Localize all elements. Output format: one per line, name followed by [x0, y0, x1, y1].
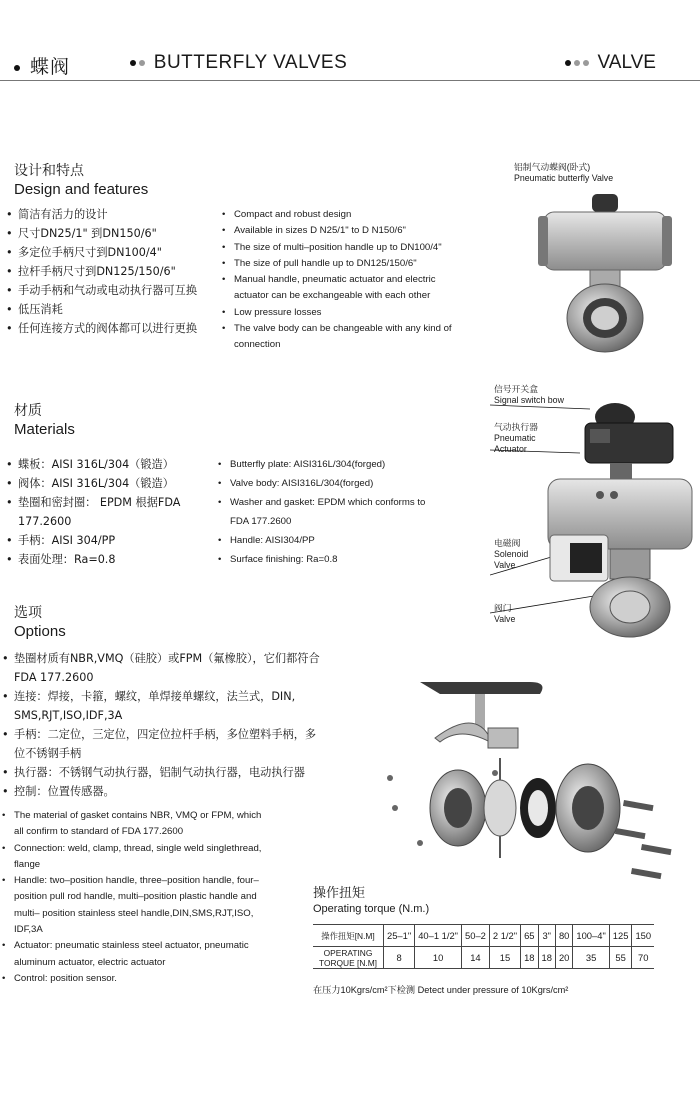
- header-title-en: BUTTERFLY VALVES: [130, 52, 347, 74]
- torque-note-en: Detect under pressure of 10Kgrs/cm²: [417, 985, 569, 995]
- table-cell: 70: [632, 947, 654, 969]
- list-item: • The size of pull handle up to DN125/150/6": [220, 256, 460, 272]
- list-item: • The size of multi–position handle up to DN100/4": [220, 240, 460, 256]
- table-cell: 50–2: [462, 925, 490, 947]
- list-item: • 手动手柄和气动或电动执行器可互换: [4, 281, 219, 300]
- list-item: • 低压消耗: [4, 300, 219, 319]
- table-row: [313, 925, 654, 947]
- list-item: • 手柄：AISI 304/PP: [4, 531, 204, 550]
- options-title-en: Options: [14, 623, 66, 640]
- table-cell: 3": [538, 925, 555, 947]
- list-item: • 尺寸DN25/1" 到DN150/6": [4, 224, 219, 243]
- list-item: • 拉杆手柄尺寸到DN125/150/6": [4, 262, 219, 281]
- table-cell: 125: [609, 925, 632, 947]
- table-cell: 2 1/2": [489, 925, 520, 947]
- list-item: • 垫圈材质有NBR,VMQ（硅胶）或FPM（氟橡胶），它们都符合FDA 177.2600: [0, 649, 320, 687]
- list-item: • 控制：位置传感器。: [0, 782, 320, 801]
- pneumatic-valve-image: [530, 190, 680, 360]
- list-item: • Handle: two–position handle, three–position handle, four–position pull rod handle, multi–position plastic handle and multi– position stainless steel handle,DIN,SMS,RJT,ISO, IDF,3A: [0, 873, 268, 938]
- caption-cn: 铝制气动蝶阀(卧式): [514, 162, 591, 172]
- table-row: [313, 947, 654, 969]
- design-heading: [14, 162, 148, 199]
- caption-en: Pneumatic Actuator: [494, 433, 536, 454]
- torque-note-cn: 在压力10Kgrs/cm²下检测: [313, 985, 416, 995]
- exploded-view-image: [380, 668, 680, 890]
- caption-en: Solenoid Valve: [494, 549, 529, 570]
- list-item: • Surface finishing: Ra=0.8: [216, 550, 446, 569]
- caption-cn: 电磁阀: [494, 538, 521, 548]
- caption-en: Pneumatic butterfly Valve: [514, 173, 614, 183]
- table-cell: 14: [462, 947, 490, 969]
- pneumatic-valve-caption: [514, 162, 613, 184]
- table-cell: 40–1 1/2": [415, 925, 462, 947]
- list-item: • Connection: weld, clamp, thread, single weld singlethread, flange: [0, 841, 268, 874]
- list-item: • Butterfly plate: AISI316L/304(forged): [216, 455, 446, 474]
- bullet-icon: [574, 60, 580, 66]
- caption-en: Signal switch bow: [494, 395, 564, 405]
- bullet-icon: [14, 65, 20, 71]
- table-cell: 8: [384, 947, 415, 969]
- design-title-cn: 设计和特点: [14, 163, 84, 179]
- list-item: • Control: position sensor.: [0, 971, 268, 987]
- torque-heading: [313, 886, 429, 917]
- bullet-icon: [130, 60, 136, 66]
- options-list-cn: [0, 649, 320, 801]
- list-item: • 任何连接方式的阀体都可以进行更换: [4, 319, 219, 338]
- list-item: • Manual handle, pneumatic actuator and electric actuator can be exchangeable with each other: [220, 272, 460, 305]
- bullet-icon: [139, 60, 145, 66]
- list-item: • The material of gasket contains NBR, VMQ or FPM, which all confirm to standard of FDA 177.2600: [0, 808, 268, 841]
- caption-cn: 信号开关盒: [494, 384, 538, 394]
- table-cell: 100–4": [573, 925, 609, 947]
- list-item: • Valve body: AISI316L/304(forged): [216, 474, 446, 493]
- list-item: • 多定位手柄尺寸到DN100/4": [4, 243, 219, 262]
- torque-note: [313, 982, 568, 996]
- header-title-cn: 蝶阀: [14, 52, 70, 79]
- caption-cn: 阀门: [494, 603, 512, 613]
- list-item: • 表面处理：Ra=0.8: [4, 550, 204, 569]
- table-cell: 20: [555, 947, 572, 969]
- list-item: • 执行器：不锈钢气动执行器，铝制气动执行器，电动执行器: [0, 763, 320, 782]
- materials-heading: [14, 402, 75, 439]
- table-cell: 35: [573, 947, 609, 969]
- caption-en: Valve: [494, 614, 516, 624]
- list-item: • Compact and robust design: [220, 207, 460, 223]
- list-item: • 简洁有活力的设计: [4, 205, 219, 224]
- list-item: • Actuator: pneumatic stainless steel actuator, pneumatic aluminum actuator, electric actuator: [0, 938, 268, 971]
- table-cell: 55: [609, 947, 632, 969]
- list-item: • The valve body can be changeable with any kind of connection: [220, 321, 460, 354]
- header-category: VALVE: [565, 52, 656, 74]
- list-item: • Low pressure losses: [220, 305, 460, 321]
- list-item: • Available in sizes D N25/1" to D N150/6": [220, 223, 460, 239]
- materials-list-cn: [4, 455, 204, 569]
- table-header-cell: 操作扭矩[N.M]: [313, 925, 384, 947]
- list-item: • 连接：焊接，卡箍，螺纹，单焊接单螺纹，法兰式，DIN, SMS,RJT,ISO,IDF,3A: [0, 687, 320, 725]
- header-divider: [0, 80, 700, 81]
- table-cell: 150: [632, 925, 654, 947]
- materials-title-cn: 材质: [14, 403, 42, 419]
- bullet-icon: [583, 60, 589, 66]
- torque-title-cn: 操作扭矩: [313, 886, 366, 901]
- list-item: • Handle: AISI304/PP: [216, 531, 446, 550]
- torque-table: [313, 925, 654, 968]
- design-title-en: Design and features: [14, 181, 149, 198]
- table-cell: 18: [538, 947, 555, 969]
- actuator-assembly-image: [490, 395, 695, 645]
- materials-list-en: [216, 455, 446, 569]
- list-item: • 蝶板：AISI 316L/304（锻造）: [4, 455, 204, 474]
- bullet-icon: [565, 60, 571, 66]
- design-list-en: [220, 207, 460, 354]
- table-cell: 65: [521, 925, 538, 947]
- options-title-cn: 选项: [14, 605, 42, 621]
- table-cell: 25–1": [384, 925, 415, 947]
- table-header-cell: OPERATING TORQUE [N.M]: [313, 947, 384, 969]
- table-cell: 10: [415, 947, 462, 969]
- caption-cn: 气动执行器: [494, 422, 538, 432]
- list-item: • 手柄：二定位，三定位，四定位拉杆手柄，多位塑料手柄，多位不锈钢手柄: [0, 725, 320, 763]
- torque-table-wrap: [313, 924, 654, 969]
- materials-title-en: Materials: [14, 421, 75, 438]
- table-cell: 15: [489, 947, 520, 969]
- table-cell: 18: [521, 947, 538, 969]
- torque-title-en: Operating torque (N.m.): [313, 903, 430, 915]
- list-item: • 阀体：AISI 316L/304（锻造）: [4, 474, 204, 493]
- list-item: • 垫圈和密封圈： EPDM 根据FDA 177.2600: [4, 493, 204, 531]
- table-cell: 80: [555, 925, 572, 947]
- options-heading: [14, 604, 66, 641]
- options-list-en: [0, 808, 268, 987]
- design-list-cn: [4, 205, 219, 338]
- list-item: • Washer and gasket: EPDM which conforms to FDA 177.2600: [216, 493, 446, 531]
